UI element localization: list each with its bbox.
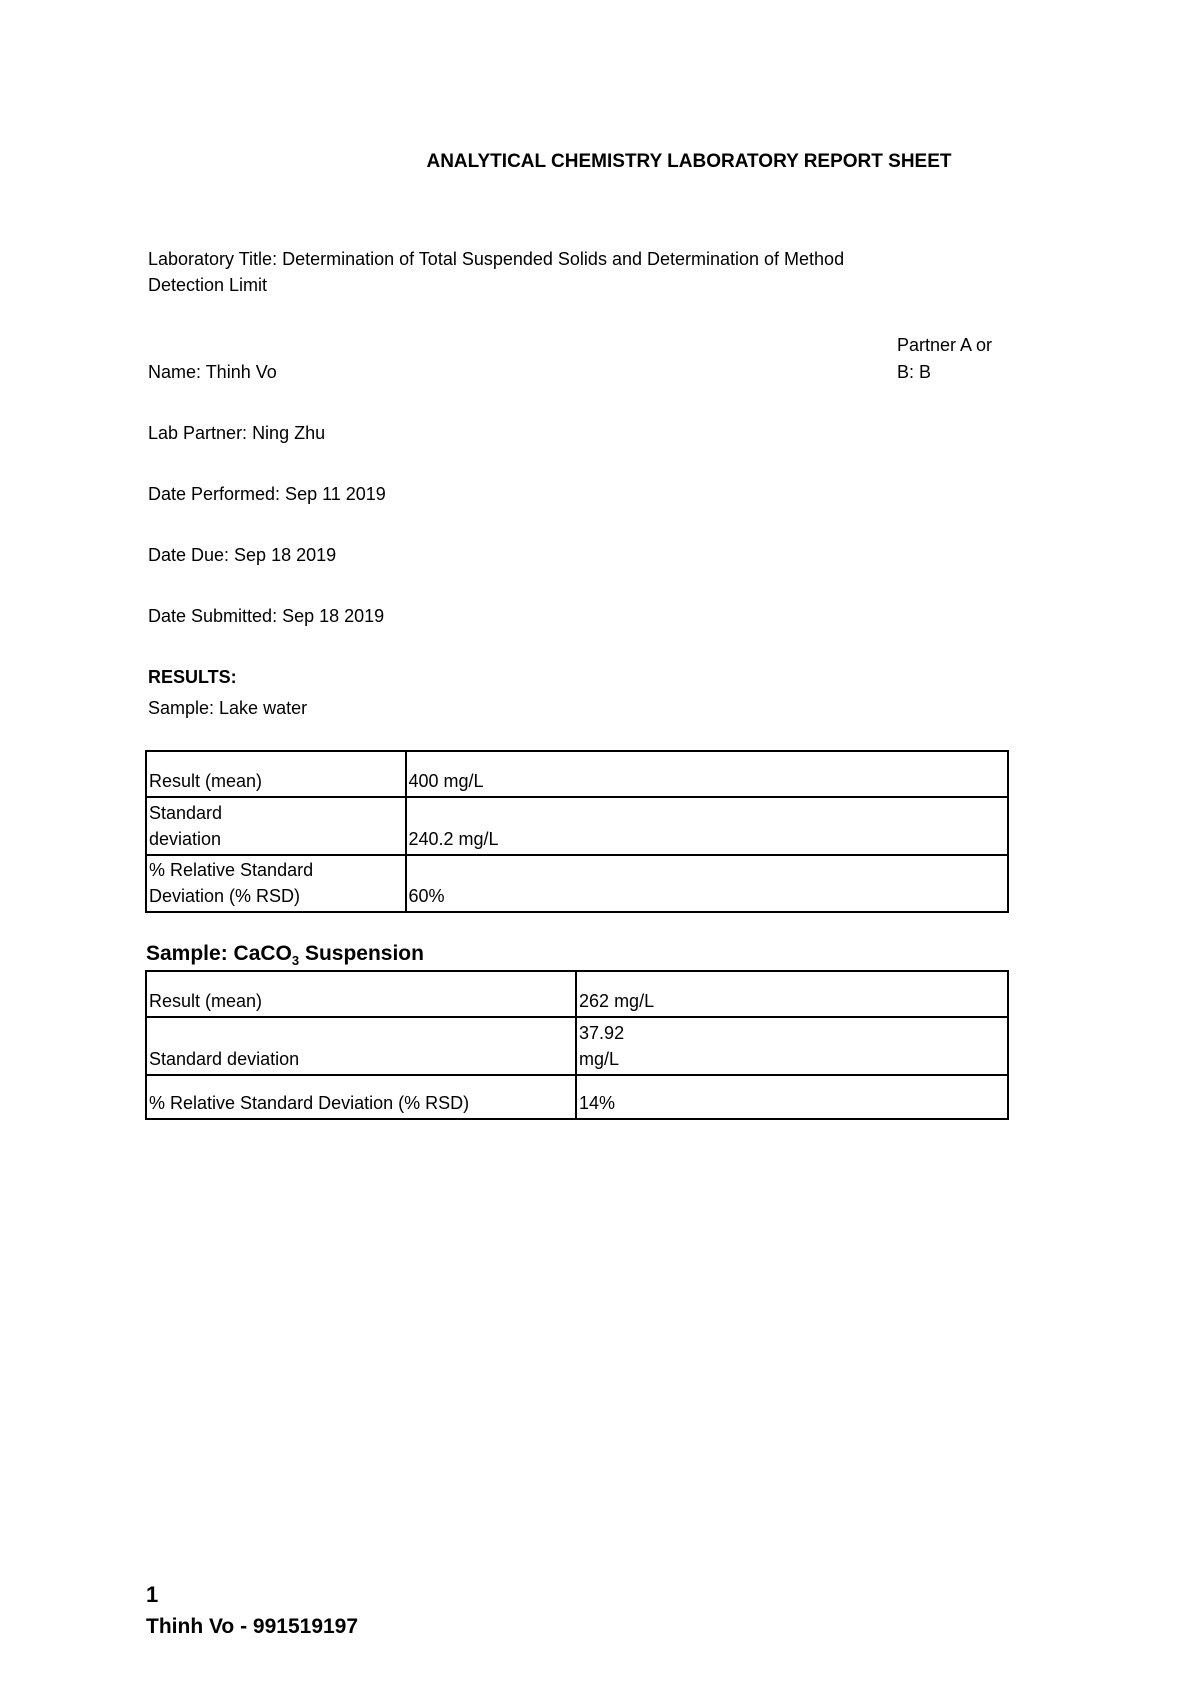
- table-cell: [146, 855, 406, 912]
- table-cell: [406, 797, 1009, 855]
- std-dev-label-line2: deviation: [149, 829, 222, 849]
- partner-label-line2: B: B: [897, 362, 932, 382]
- table-row: [146, 855, 1008, 912]
- date-submitted: Date Submitted: Sep 18 2019: [148, 606, 385, 626]
- std-dev-value-line1: 37.92: [579, 1023, 625, 1043]
- result-mean-label: Result (mean): [149, 771, 263, 791]
- std-dev-label: Standard deviation: [149, 1049, 300, 1069]
- footer-author: Thinh Vo - 991519197: [146, 1615, 359, 1638]
- partner-label-line1: Partner A or: [897, 335, 993, 355]
- std-dev-label-line1: Standard: [149, 803, 223, 823]
- caco3-results-table: [145, 970, 1009, 1120]
- lab-partner: Lab Partner: Ning Zhu: [148, 423, 326, 443]
- std-dev-value: 240.2 mg/L: [408, 829, 499, 849]
- sample2-suffix: Suspension: [299, 942, 424, 965]
- table-cell: [576, 1017, 1008, 1075]
- rsd-label: % Relative Standard Deviation (% RSD): [149, 1093, 470, 1113]
- table-cell: [576, 1075, 1008, 1119]
- lab-title-line1: Laboratory Title: Determination of Total Suspended Solids and Determination of Method: [148, 249, 845, 269]
- report-title: ANALYTICAL CHEMISTRY LABORATORY REPORT SHEET: [426, 151, 952, 172]
- table-cell: [576, 971, 1008, 1017]
- table-cell: [146, 971, 576, 1017]
- std-dev-value-line2: mg/L: [579, 1049, 620, 1069]
- student-name: Name: Thinh Vo: [148, 362, 277, 382]
- lab-title-line2: Detection Limit: [148, 275, 268, 295]
- sample1-label: Sample: Lake water: [148, 698, 308, 718]
- table-row: [146, 751, 1008, 797]
- sample2-prefix: Sample: CaCO: [146, 942, 292, 965]
- date-due: Date Due: Sep 18 2019: [148, 545, 337, 565]
- table-cell: [146, 1075, 576, 1119]
- table-row: [146, 971, 1008, 1017]
- date-performed: Date Performed: Sep 11 2019: [148, 484, 386, 504]
- rsd-value: 60%: [408, 886, 445, 906]
- rsd-label-line1: % Relative Standard: [149, 860, 314, 880]
- results-heading: RESULTS:: [148, 667, 237, 687]
- table-cell: [406, 855, 1009, 912]
- table-row: [146, 797, 1008, 855]
- table-cell: [406, 751, 1009, 797]
- sample2-subscript: 3: [291, 953, 300, 969]
- lake-water-results-table: [145, 750, 1009, 913]
- page-number: 1: [146, 1582, 159, 1607]
- result-mean-label: Result (mean): [149, 991, 263, 1011]
- table-cell: [146, 1017, 576, 1075]
- table-cell: [146, 797, 406, 855]
- rsd-value: 14%: [579, 1093, 616, 1113]
- table-row: [146, 1017, 1008, 1075]
- table-row: [146, 1075, 1008, 1119]
- result-mean-value: 262 mg/L: [579, 991, 655, 1011]
- result-mean-value: 400 mg/L: [408, 771, 484, 791]
- table-cell: [146, 751, 406, 797]
- rsd-label-line2: Deviation (% RSD): [149, 886, 301, 906]
